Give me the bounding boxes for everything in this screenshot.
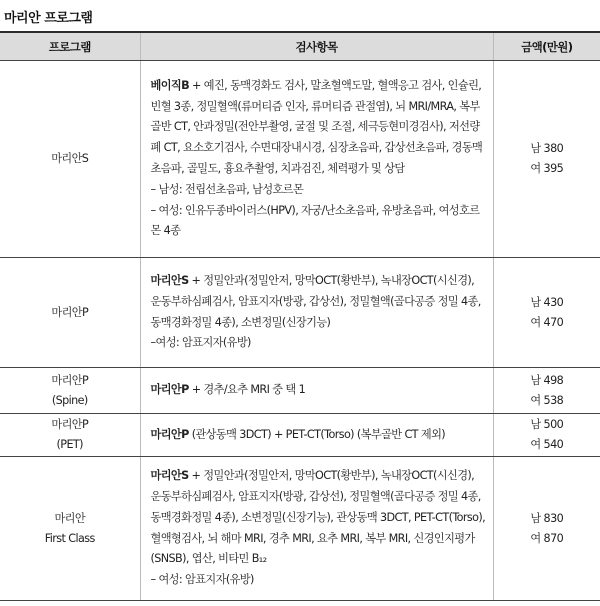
price-cell: [493, 368, 600, 414]
items-cell: [140, 368, 493, 414]
table-header-row: [0, 33, 600, 61]
items-text: + 정밀안과(정밀안저, 망막OCT(황반부), 녹내장OCT(시신경), 운동부하심폐검사, 암표지자(방광, 갑상선), 정밀혈액(골다공증 정밀 4종, 동맥경화정밀 4종), 소변정밀(신장기능), 관상동맥 3DCT, PET-CT(Torso), 혈액형검사, 뇌 해마 MRI, 경추 MRI, 요추 MRI, 복부 MRI, 신경인지평가(SNSB), 엽산, 비타민 B₁₂: [150, 469, 486, 566]
items-cell: [140, 414, 493, 457]
items-text: + 정밀안과(정밀안저, 망막OCT(황반부), 녹내장OCT(시신경), 운동부하심폐검사, 암표지자(방광, 갑상선), 정밀혈액(골다공증 정밀 4종, 동맥경화정밀 4종), 소변정밀(신장기능): [150, 273, 481, 329]
program-name-cell: [0, 457, 140, 601]
price-male: 남 380: [530, 142, 564, 155]
price-cell: [493, 61, 600, 258]
price-male: 남 830: [530, 511, 564, 525]
program-name-cell: [0, 61, 140, 258]
price-male: 남 498: [530, 373, 564, 387]
header-items: 검사항목: [140, 33, 493, 61]
table-row: [0, 258, 600, 368]
header-program: 프로그램: [0, 33, 140, 61]
price-male: 남 500: [530, 418, 564, 431]
base-program: 마리안P: [150, 383, 189, 397]
price-female: 여 470: [530, 315, 564, 329]
items-text: + 경추/요추 MRI 중 택 1: [188, 383, 306, 397]
program-name-sub: (Spine): [51, 393, 88, 407]
program-name: 마리안P: [51, 373, 89, 387]
table-row: [0, 457, 600, 601]
items-text: (관상동맥 3DCT) + PET-CT(Torso) (복부골반 CT 제외): [188, 427, 446, 441]
program-name: 마리안S: [51, 152, 89, 165]
program-name-sub: First Class: [44, 531, 95, 545]
price-female: 여 870: [530, 531, 564, 545]
price-cell: [493, 457, 600, 601]
items-extra-female: –여성: 암표지자(유방): [150, 336, 251, 350]
table-row: [0, 61, 600, 258]
table-row: [0, 414, 600, 457]
base-program: 마리안P: [150, 427, 189, 441]
program-name-sub: (PET): [56, 438, 83, 451]
items-text: + 예진, 동맥경화도 검사, 말초혈액도말, 혈액응고 검사, 인슐린, 빈혈 3종, 정밀혈액(류머티즘 인자, 류머티즘 관절염), 뇌 MRI/MRA, 복부골반 CT, 안과정밀(전안부촬영, 굴절 및 조절, 세극등현미경검사), 저선량 폐 CT, 요소호기검사, 수면대장내시경, 심장초음파, 갑상선초음파, 경동맥초음파, 골밀도, 흉요추촬영, 치과검진, 체력평가 및 상담: [150, 78, 483, 175]
header-price: 금액(만원): [493, 33, 600, 61]
price-female: 여 538: [530, 393, 564, 407]
program-name: 마리안: [54, 511, 86, 525]
price-female: 여 395: [530, 162, 564, 175]
program-name: 마리안P: [51, 305, 89, 319]
items-extra-female: – 여성: 암표지자(유방): [150, 573, 254, 587]
program-name-cell: [0, 414, 140, 457]
base-program: 마리안S: [150, 469, 189, 483]
items-cell: [140, 457, 493, 601]
table-row: [0, 368, 600, 414]
base-program: 마리안S: [150, 273, 189, 287]
items-cell: [140, 258, 493, 368]
items-extra-male: – 남성: 전립선초음파, 남성호르몬: [150, 182, 304, 196]
program-name: 마리안P: [51, 418, 89, 431]
program-name-cell: [0, 368, 140, 414]
page-title: 마리안 프로그램: [4, 11, 93, 26]
base-program: 베이직B: [150, 78, 190, 92]
items-extra-female: – 여성: 인유두종바이러스(HPV), 자궁/난소초음파, 유방초음파, 여성호르몬 4종: [150, 203, 480, 238]
title-bar: [0, 0, 600, 33]
price-cell: [493, 258, 600, 368]
program-name-cell: [0, 258, 140, 368]
title-divider: [0, 31, 600, 33]
program-table: [0, 33, 600, 601]
items-cell: [140, 61, 493, 258]
price-female: 여 540: [530, 438, 564, 451]
price-male: 남 430: [530, 295, 564, 309]
price-cell: [493, 414, 600, 457]
